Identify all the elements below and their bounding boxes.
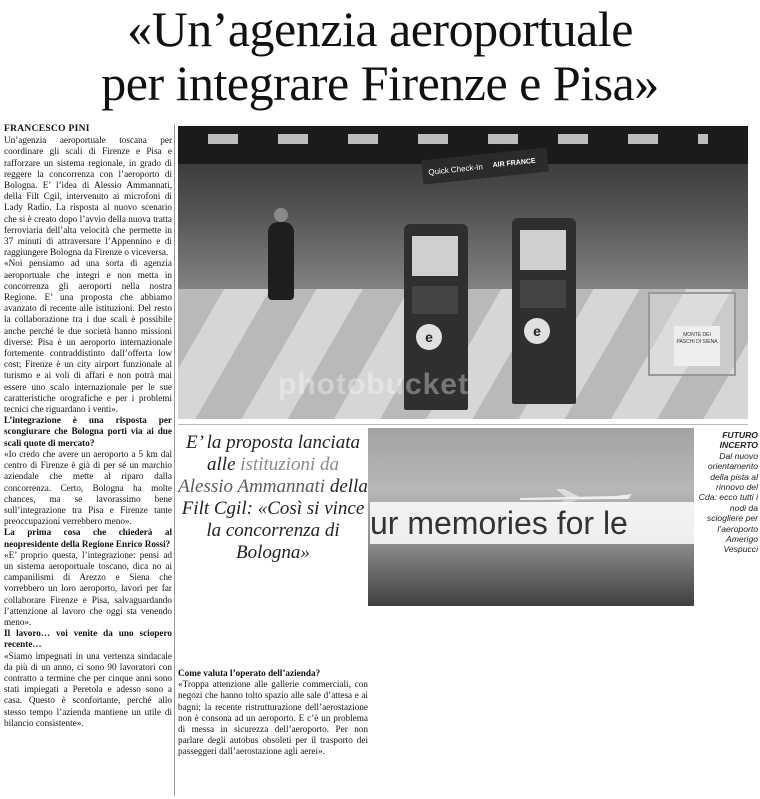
airline-brand: AIR FRANCE	[492, 157, 536, 169]
pull-quote-part-3: Alessio Ammannati	[178, 476, 326, 497]
traveler-head	[274, 208, 288, 222]
caption-title: FUTURO INCERTO	[719, 430, 758, 451]
answer-4: «Troppa attenzione alle gallerie commerciali, con negozi che hanno tolto spazio alle sale d’attesa e ai bagni; la recente ristrutturazione dell’aerostazione non è consona ad un aeroporto. E c’è un problema di messa in sicurezza dell’aeroporto. Per non parlare degli autobus obsoleti per il trasporto dei passeggeri dall’aerostazione agli aerei».	[178, 679, 368, 757]
traveler-figure	[268, 222, 294, 300]
question-2: La prima cosa che chiederà al neopresidente della Regione Enrico Rossi?	[4, 527, 172, 549]
question-4: Come valuta l’operato dell’azienda?	[178, 668, 321, 678]
caption-text: Dal nuovo orientamento della pista al rinnovo del Cda: ecco tutti i nodi da sciogliere per l’aeroporto Amerigo Vespucci	[698, 450, 758, 555]
question-3: Il lavoro… voi venite da uno sciopero recente…	[4, 628, 172, 650]
kiosk-screen	[412, 236, 458, 276]
kiosk-panel	[520, 280, 566, 308]
kiosk-badge: e	[524, 318, 550, 344]
cart-sign: MONTE DEI PASCHI DI SIENA	[674, 326, 720, 366]
headline-line-2: per integrare Firenze e Pisa»	[101, 55, 659, 111]
section-divider	[178, 424, 748, 425]
answer-3: «Siamo impegnati in una vertenza sindacale da più di un anno, ci sono 90 lavoratori con contratto a termine che per cinque anni sono stati impiegati a Peretola e adesso sono a casa. Questo è sconfortante, perché allo stesso tempo l’azienda mantiene un utile di bilancio consistente».	[4, 650, 172, 728]
kiosk-screen	[520, 230, 566, 270]
airport-checkin-photo	[178, 126, 748, 419]
column-divider	[174, 124, 175, 796]
pull-quote	[178, 432, 368, 564]
pull-quote-part-4: della Filt Cgil: «Così si vince la concorrenza di Bologna»	[181, 476, 368, 563]
author-byline: FRANCESCO PINI	[4, 124, 90, 134]
pull-quote-part-2: istituzioni da	[240, 454, 339, 475]
pull-quote-part-1: E’ la proposta lanciata alle	[186, 432, 360, 475]
photobucket-overlay-text: ur memories for le	[370, 502, 694, 544]
article-left-column	[4, 124, 172, 729]
checkin-kiosk-right	[512, 218, 576, 404]
photo-caption	[696, 430, 758, 555]
headline	[0, 0, 760, 110]
runway-photo	[368, 428, 694, 606]
kiosk-badge: e	[416, 324, 442, 350]
article-paragraph-1: Un’agenzia aeroportuale toscana per coordinare gli scali di Firenze e Pisa e rafforzare un sistema regionale, in grado di reggere la concorrenza con l’aeroporto di Bologna. E’ l’idea di Alessio Ammannati, della Filt Cgil, intervenuto ai microfoni di Lady Radio. La risposta al nuovo scenario che si è creato dopo l’avvio della nuova tratta ferroviaria dell’alta velocità che permette in 37 minuti di attraversare l’Appennino e di raggiungere Bologna da Firenze o viceversa.	[4, 135, 172, 258]
answer-2: «E’ proprio questa, l’integrazione: pensi ad un sistema aeroportuale toscano, dica no ai campanilismi di Arezzo e Siena che vorrebbero un loro aeroporto, lavori per far collaborare Firenze e Pisa, salvaguardando l’attenzione al lavoro che oggi sta venendo meno».	[4, 549, 172, 627]
article-paragraph-2: «Noi pensiamo ad una sorta di agenzia aeroportuale che integri e non metta in concorrenza gli aeroporti nella nostra Regione. E’ una proposta che abbiamo avanzato di recente alle istituzioni. Del resto la collaborazione tra i due scali è possibile anche perché le due società hanno missioni diverse: Pisa è un aeroporto internazionale fortemente contraddistinto dall’offerta low cost; Firenze è un city airport funzionale al turismo e ai voli di affari e non potrà mai essere uno scalo internazionale per le sue caratteristiche orografiche e per i problemi tecnici che riguardano i venti».	[4, 258, 172, 415]
kiosk-panel	[412, 286, 458, 314]
question-1: L’integrazione è una risposta per scongiurare che Bologna porti via ai due scali quote di mercato?	[4, 415, 172, 448]
article-right-column	[178, 668, 368, 758]
headline-line-1: «Un’agenzia aeroportuale	[127, 1, 633, 57]
answer-1: «Io credo che avere un aeroporto a 5 km dal centro di Firenze è già di per sé un marchio aziendale che mette al riparo dalla concorrenza. Certo, Bologna ha molte chances, ma se lavorassimo bene sull’integrazione tra Pisa e Firenze tante preoccupazioni verrebbero meno».	[4, 448, 172, 527]
checkin-sign-text: Quick Check-In	[427, 161, 484, 177]
ceiling-lights	[208, 134, 708, 144]
photobucket-watermark: photobucket	[278, 368, 469, 401]
